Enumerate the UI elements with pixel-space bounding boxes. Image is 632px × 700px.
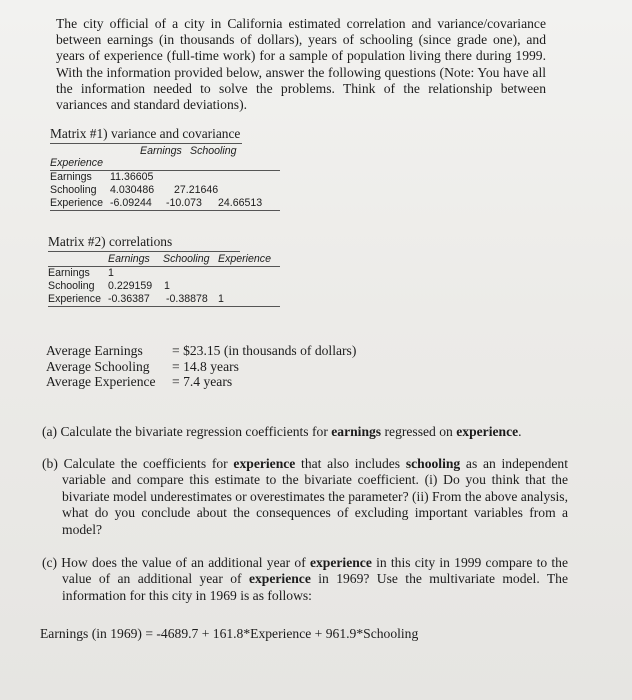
intro-paragraph: The city official of a city in California estimated correlation and variance/covariance between earnings (in thousands of dollars), years of schooling (since grade one), and years of experience (full-time work) for a sample of population living there during 1999. With the information provided below, answer the following questions (Note: You have all the information needed to solve the problems. Think of the relationship between variances and standard deviations). [56, 16, 546, 113]
matrix1-cell: 24.66513 [218, 197, 263, 209]
matrix1-row-label: Earnings [50, 171, 92, 183]
matrix1-title: Matrix #1) variance and covariance [50, 126, 242, 144]
matrix1-header-experience: Experience [50, 157, 103, 169]
question-b-text: that also includes [295, 456, 406, 471]
question-c-text: in 1969? Use the multivariate model. The information for this city in 1969 is as follows: [62, 571, 568, 603]
question-b-text: (b) Calculate the coefficients for [42, 456, 234, 471]
matrix1-row-schooling [50, 184, 280, 197]
matrix2-header-schooling: Schooling [163, 253, 210, 265]
average-experience [46, 374, 356, 390]
average-earnings [46, 343, 356, 359]
average-label: Average Schooling [46, 358, 150, 374]
matrix2-row-label: Earnings [48, 267, 90, 279]
question-c-text: (c) How does the value of an additional year of [42, 555, 310, 570]
matrix2-header [48, 252, 280, 267]
matrix2-cell: -0.36387 [108, 293, 150, 305]
matrix1-cell: 4.030486 [110, 184, 155, 196]
matrix1-row-label: Schooling [50, 184, 97, 196]
question-a-text: regressed on [381, 424, 457, 439]
question-c [42, 555, 568, 604]
matrix1-header [50, 144, 280, 171]
matrix2-row-experience [48, 293, 280, 307]
question-b-bold-schooling: schooling [405, 456, 461, 471]
matrix1-cell: -10.073 [166, 197, 202, 209]
matrix2-row-earnings [48, 267, 280, 280]
matrix1-cell: -6.09244 [110, 197, 152, 209]
question-c-text: in this city in 1999 compare to the value of an additional year of [62, 555, 568, 587]
matrix1-header-schooling: Schooling [190, 145, 237, 157]
question-b-text: as an independent variable and compare this estimate to the bivariate coefficient. (i) Do you think that the bivariate model underestimates or overestimates the parameter? (ii) From the above analysis, what do you conclude about the consequences of excluding important variables from a model? [62, 456, 568, 537]
matrix2-row-schooling [48, 280, 280, 293]
matrix1-row-experience [50, 197, 280, 211]
matrix1-row-label: Experience [50, 197, 103, 209]
averages-block [46, 343, 356, 390]
matrix1-row-earnings [50, 171, 280, 184]
earnings-1969-equation: Earnings (in 1969) = -4689.7 + 161.8*Experience + 961.9*Schooling [40, 626, 419, 641]
question-a-bold-experience: experience [456, 424, 519, 439]
matrix2-row-label: Experience [48, 293, 101, 305]
average-value: = 7.4 years [172, 374, 233, 389]
matrix2-cell: 1 [218, 293, 224, 305]
correlation-matrix [48, 234, 280, 307]
matrix2-title: Matrix #2) correlations [48, 234, 240, 252]
matrix1-header-earnings: Earnings [140, 145, 182, 157]
average-schooling [46, 359, 356, 375]
matrix2-row-label: Schooling [48, 280, 95, 292]
matrix1-cell: 11.36605 [110, 171, 154, 183]
question-c-bold-experience: experience [309, 555, 372, 570]
average-label: Average Experience [46, 374, 156, 389]
matrix1-cell: 27.21646 [174, 184, 219, 196]
matrix2-cell: -0.38878 [166, 293, 208, 305]
question-b-bold-experience: experience [233, 456, 296, 471]
average-value: = $23.15 (in thousands of dollars) [172, 343, 357, 358]
question-a-text: . [518, 424, 522, 439]
matrix2-cell: 1 [164, 280, 170, 292]
average-label: Average Earnings [46, 343, 143, 358]
matrix2-header-experience: Experience [218, 253, 271, 265]
question-b [42, 456, 568, 538]
question-a-bold-earnings: earnings [331, 424, 382, 439]
matrix2-cell: 1 [108, 267, 114, 279]
question-a [42, 424, 568, 440]
matrix2-cell: 0.229159 [108, 280, 153, 292]
question-c-bold-experience-2: experience [248, 571, 311, 587]
variance-covariance-matrix [50, 126, 280, 211]
question-a-text: (a) Calculate the bivariate regression coefficients for [42, 424, 332, 439]
average-value: = 14.8 years [172, 358, 239, 374]
matrix2-header-earnings: Earnings [108, 253, 150, 265]
